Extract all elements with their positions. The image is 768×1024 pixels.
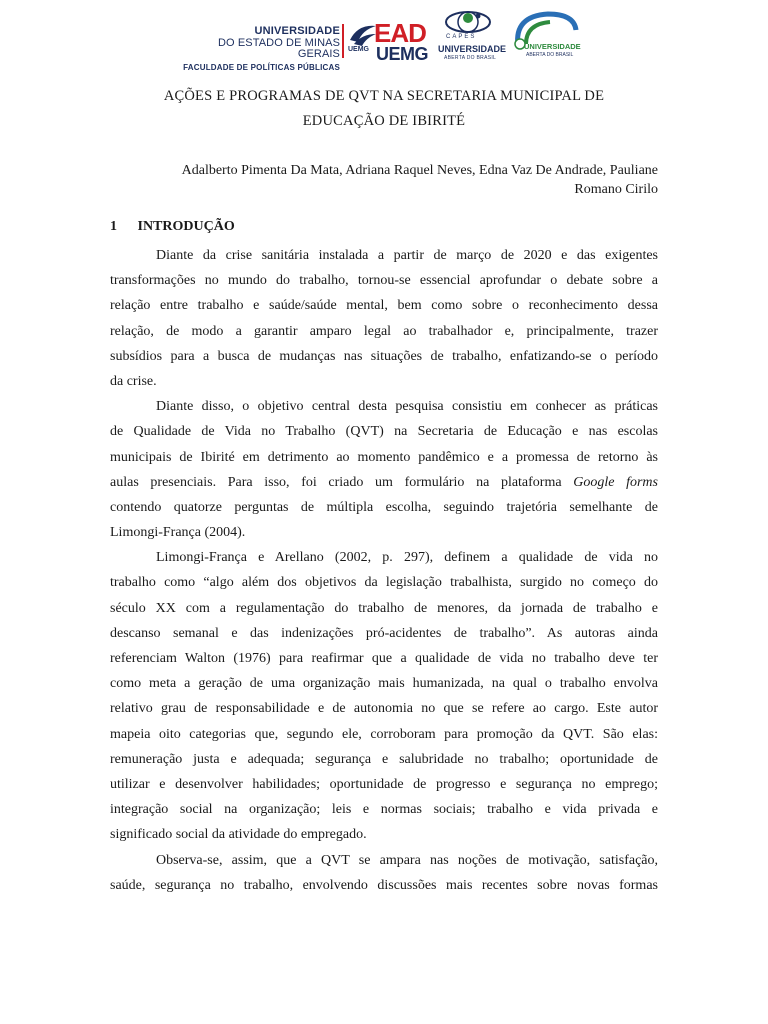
author-list	[110, 161, 658, 199]
text-line: relação, de modo a garantir amparo legal ao trabalhador e, principalmente, trazer	[110, 323, 658, 339]
text-line: remuneração justa e adequada; segurança e salubridade no trabalho; oportunidade de	[110, 751, 658, 767]
paragraph-3	[110, 545, 658, 847]
ead-uemg-logo	[346, 16, 436, 66]
uemg-logo-line3: FACULDADE DE POLÍTICAS PÚBLICAS	[183, 62, 340, 72]
text-line: Diante disso, o objetivo central desta pesquisa consistiu em conhecer as práticas	[156, 399, 658, 415]
logo-divider	[342, 24, 344, 58]
text-line: como meta a geração de uma organização mais humanizada, na qual o trabalho envolva	[110, 676, 658, 692]
text-line: municipais de Ibirité em detrimento ao momento pandêmico e a promessa de retorno às	[110, 449, 658, 465]
paragraph-1	[110, 243, 658, 394]
text-line-with-italic	[110, 470, 658, 495]
text-line: contendo quatorze perguntas de múltipla escolha, seguindo trajetória semelhante de	[110, 499, 658, 515]
uemg-faculty-logo	[180, 26, 340, 72]
uab-wordmark-line1: UNIVERSIDADE	[524, 42, 581, 51]
text-line: século XX com a regulamentação do trabalho de menores, da jornada de trabalho e	[110, 600, 658, 616]
section-heading	[110, 219, 235, 235]
text-line: relação entre trabalho e saúde/saúde mental, bem como sobre o reconhecimento dessa	[110, 298, 658, 314]
text-line: descanso semanal e das indenizações pró-acidentes de trabalho”. As autoras ainda	[110, 625, 658, 641]
text-line: Observa-se, assim, que a QVT se ampara nas noções de motivação, satisfação,	[156, 852, 658, 868]
ead-wordmark: EAD	[374, 18, 426, 48]
text-line: trabalho como “algo além dos objetivos da legislação trabalhista, surgido no começo do	[110, 575, 658, 591]
header-logo-strip	[0, 4, 768, 70]
text-line: transformações no mundo do trabalho, tornou-se essencial aprofundar o debate sobre a	[110, 273, 658, 289]
section-title: INTRODUÇÃO	[137, 219, 235, 234]
uemg-logo-line1: UNIVERSIDADE	[254, 25, 340, 37]
capes-uab-logo	[436, 8, 507, 68]
text-line: saúde, segurança no trabalho, envolvendo discussões mais recentes sobre novas formas	[110, 877, 658, 893]
section-number: 1	[110, 219, 117, 234]
paragraph-4	[110, 848, 658, 898]
text-line: de Qualidade de Vida no Trabalho (QVT) na Secretaria de Educação e nas escolas	[110, 424, 658, 440]
text-line: mapeia oito categorias que, segundo ele, corroboram para promoção da QVT. São elas:	[110, 726, 658, 742]
text-line: Limongi-França e Arellano (2002, p. 297), definem a qualidade de vida no	[156, 550, 658, 566]
capes-wordmark: CAPES	[446, 34, 477, 40]
uab-logo	[504, 10, 580, 66]
capes-ub-line2: ABERTA DO BRASIL	[444, 55, 497, 61]
author-list-line2: Romano Cirilo	[574, 182, 658, 197]
platform-name-italic: Google forms	[573, 474, 658, 490]
text-line: da crise.	[110, 373, 157, 389]
text-line: integração social na organização; leis e normas sociais; trabalho e vida privada e	[110, 802, 658, 818]
text-line: subsídios para a busca de mudanças nas situações de trabalho, enfatizando-se o período	[110, 348, 658, 364]
paper-title-line2: EDUCAÇÃO DE IBIRITÉ	[302, 113, 466, 129]
text-line: Limongi-França (2004).	[110, 525, 246, 541]
ead-uemg-small: UEMG	[348, 46, 369, 53]
text-line-prefix: aulas presenciais. Para isso, foi criado um formulário na plataforma	[110, 474, 562, 490]
author-list-line1: Adalberto Pimenta Da Mata, Adriana Raquel Neves, Edna Vaz De Andrade, Pauliane	[181, 163, 658, 178]
uab-wordmark-line2: ABERTA DO BRASIL	[526, 52, 574, 58]
text-line: referenciam Walton (1976) para reafirmar que a qualidade de vida no trabalho deve ter	[110, 651, 658, 666]
paper-title-line1: AÇÕES E PROGRAMAS DE QVT NA SECRETARIA MUNICIPAL DE	[163, 88, 605, 104]
paper-title	[100, 84, 668, 134]
text-line: significado social da atividade do empregado.	[110, 827, 367, 843]
uemg-logo-line2: DO ESTADO DE MINAS GERAIS	[218, 36, 340, 61]
paragraph-2	[110, 394, 658, 545]
capes-ub-line1: UNIVERSIDADE	[438, 44, 507, 54]
text-line: utilizar e desenvolver habilidades; oportunidade de progresso e segurança no emprego;	[110, 776, 658, 792]
body-text	[110, 243, 658, 898]
text-line: relativo grau de responsabilidade e de autonomia no que se refere ao cargo. Este autor	[110, 701, 658, 717]
ead-uemg-wordmark: UEMG	[376, 44, 428, 64]
text-line: Diante da crise sanitária instalada a partir de março de 2020 e das exigentes	[156, 248, 658, 263]
